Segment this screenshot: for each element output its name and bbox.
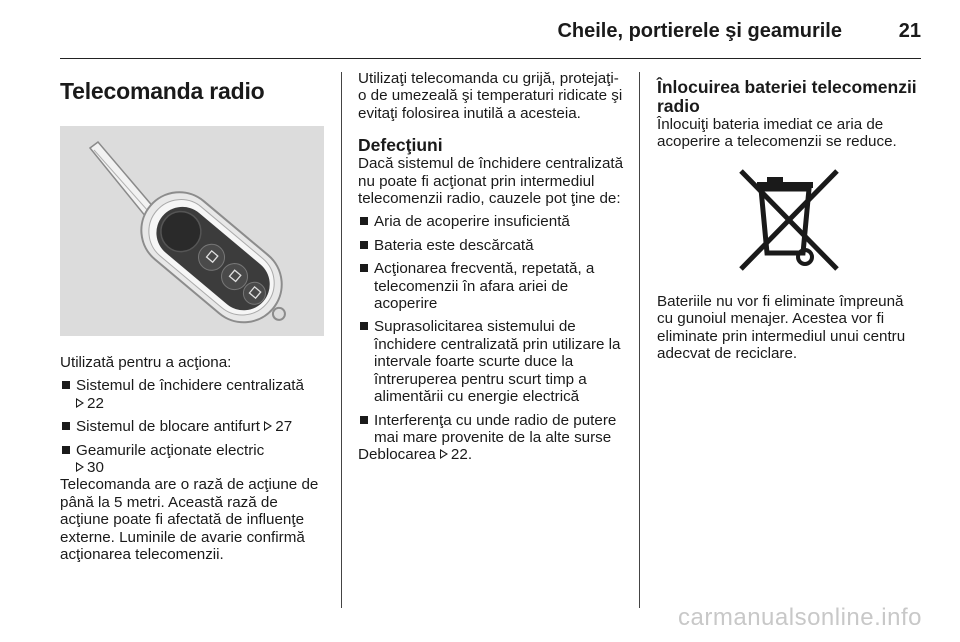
usage-list xyxy=(60,377,326,476)
page-header-title: Cheile, portierele şi geamurile xyxy=(557,20,842,42)
care-paragraph: Utilizaţi telecomanda cu grijă, protejaţi-o de umezeală şi temperaturi ridicate şi evitaţi folosirea inutilă a acesteia. xyxy=(358,70,623,122)
column-2 xyxy=(358,72,624,464)
square-bullet-icon xyxy=(62,422,70,430)
list-item xyxy=(60,377,326,412)
section-title: Telecomanda radio xyxy=(60,78,265,104)
square-bullet-icon xyxy=(360,241,368,249)
range-paragraph: Telecomanda are o rază de acţiune de până la 5 metri. Această rază de acţiune poate fi afectată de influenţe externe. Luminile de avarie confirmă acţionarea telecomenzii. xyxy=(60,476,319,564)
header-divider xyxy=(60,58,921,59)
column-divider-left xyxy=(341,72,342,608)
square-bullet-icon xyxy=(360,264,368,272)
column-1 xyxy=(60,72,326,563)
list-item-text: Geamurile acţionate electric xyxy=(76,441,265,459)
column-3 xyxy=(657,72,923,362)
crossed-bin-illustration xyxy=(657,169,923,273)
page-reference[interactable]: 30 xyxy=(76,459,104,476)
square-bullet-icon xyxy=(62,381,70,389)
page-reference[interactable]: 22. xyxy=(440,446,472,463)
page-reference[interactable]: 27 xyxy=(264,418,292,435)
list-item xyxy=(60,418,326,435)
list-item xyxy=(358,412,624,447)
square-bullet-icon xyxy=(62,446,70,454)
battery-intro: Înlocuiţi bateria imediat ce aria de acoperire a telecomenzii se reduce. xyxy=(657,116,897,151)
list-item xyxy=(358,260,624,312)
crossed-bin-icon xyxy=(735,169,845,273)
list-item-text: Acţionarea frecventă, repetată, a telecomenzii în afara ariei de acoperire xyxy=(374,260,595,313)
arrow-reference-icon xyxy=(76,462,84,472)
list-item xyxy=(60,442,326,477)
fault-intro: Dacă sistemul de închidere centralizată nu poate fi acţionat prin intermediul telecomenzii radio, cauzele pot ţine de: xyxy=(358,155,624,208)
column-divider-right xyxy=(639,72,640,608)
subsection-title: Defecţiuni xyxy=(358,135,443,156)
key-fob-drawing xyxy=(60,126,324,336)
list-item-text: Suprasolicitarea sistemului de închidere centralizată prin utilizare la intervale foarte scurte duce la întreruperea pentru scurt timp a alimentării cu energie electrică xyxy=(374,318,621,406)
square-bullet-icon xyxy=(360,322,368,330)
fault-causes-list xyxy=(358,213,624,446)
disposal-paragraph: Bateriile nu vor fi eliminate împreună cu gunoiul menajer. Acestea vor fi eliminate prin intermediul unui centru adecvat de reciclare. xyxy=(657,292,906,363)
list-item-text: Interferenţa cu unde radio de putere mai mare provenite de la alte surse xyxy=(374,411,617,446)
page-reference[interactable]: 22 xyxy=(76,395,104,412)
subsection-title: Înlocuirea bateriei telecomenzii radio xyxy=(657,77,917,116)
square-bullet-icon xyxy=(360,416,368,424)
square-bullet-icon xyxy=(360,217,368,225)
list-item xyxy=(358,318,624,405)
intro-text: Utilizată pentru a acţiona: xyxy=(60,354,232,371)
page-number: 21 xyxy=(898,20,921,42)
list-item-text: Bateria este descărcată xyxy=(374,236,534,254)
list-item-text: Sistemul de blocare antifurt xyxy=(76,418,261,436)
arrow-reference-icon xyxy=(76,398,84,408)
list-item xyxy=(358,237,624,254)
arrow-reference-icon xyxy=(264,421,272,431)
unlock-label: Deblocarea xyxy=(358,446,436,464)
list-item xyxy=(358,213,624,230)
list-item-text: Sistemul de închidere centralizată xyxy=(76,377,304,395)
remote-key-illustration xyxy=(60,126,324,336)
unlock-reference-line xyxy=(358,446,624,463)
list-item-text: Aria de acoperire insuficientă xyxy=(374,213,570,231)
arrow-reference-icon xyxy=(440,449,448,459)
watermark: carmanualsonline.info xyxy=(678,604,922,631)
